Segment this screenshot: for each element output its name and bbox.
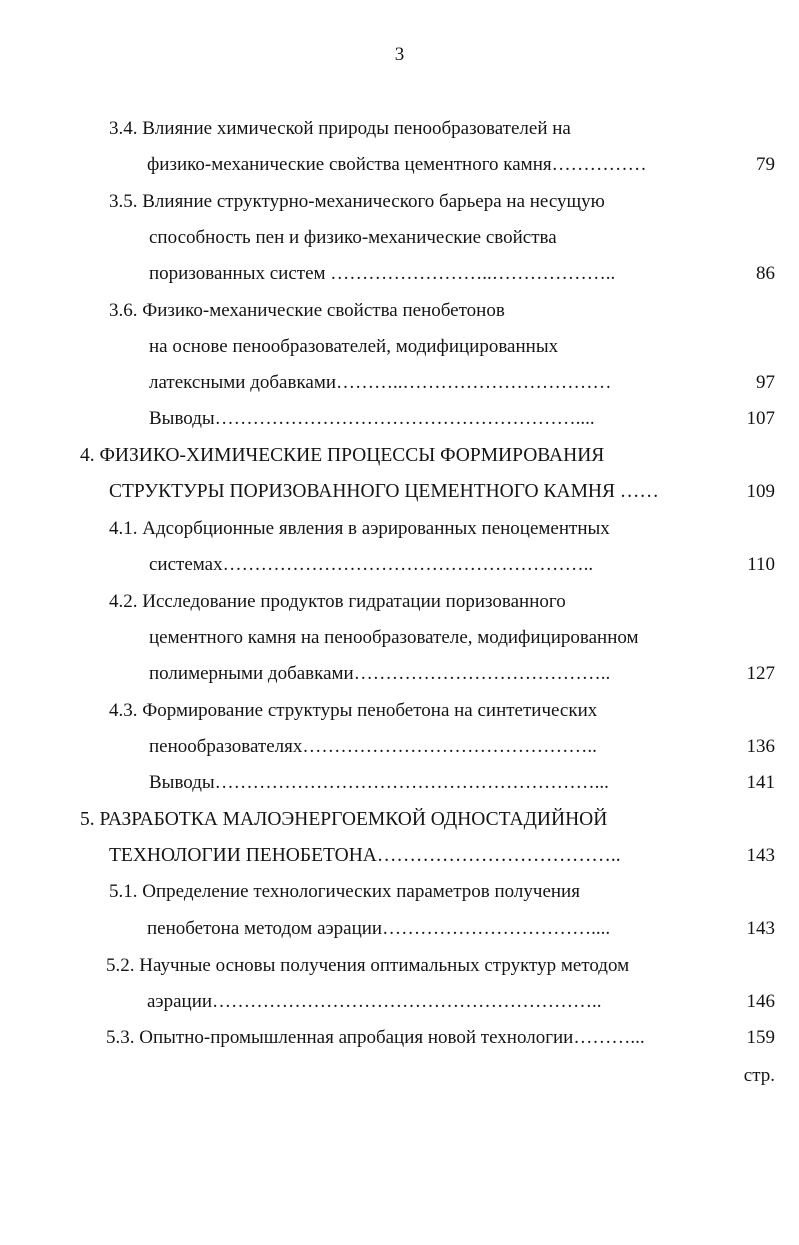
toc-line: пенообразователях……………………………………….. (149, 736, 597, 757)
toc-line: латексными добавками………..…………………………… (149, 372, 612, 393)
toc-line: полимерными добавками………………………………….. (149, 663, 611, 684)
toc-line: 3.6. Физико-механические свойства пенобетонов (109, 300, 505, 321)
toc-line: цементного камня на пенообразователе, модифицированном (149, 627, 639, 648)
toc-page-number: 143 (746, 845, 775, 866)
toc-line: Выводы………………………………………………….... (149, 408, 595, 429)
page-column-label: стр. (743, 1065, 775, 1086)
toc-line: 4.2. Исследование продуктов гидратации поризованного (109, 591, 566, 612)
toc-line: физико-механические свойства цементного камня…………… (147, 154, 647, 175)
toc-line: поризованных систем ……………………..……………….. (149, 263, 616, 284)
toc-line: пенобетона методом аэрации…………………………….... (147, 918, 611, 939)
toc-line: системах………………………………………………….. (149, 554, 594, 575)
toc-page-number: 136 (746, 736, 775, 757)
toc-line: способность пен и физико-механические свойства (149, 227, 557, 248)
toc-line: 5.2. Научные основы получения оптимальных структур методом (106, 955, 630, 976)
toc-line: ТЕХНОЛОГИИ ПЕНОБЕТОНА……………………………….. (109, 845, 621, 866)
toc-page-number: 159 (746, 1027, 775, 1048)
toc-line: 3.4. Влияние химической природы пенообразователей на (109, 118, 571, 139)
toc-page-number: 97 (756, 372, 775, 393)
toc-page-number: 79 (756, 154, 775, 175)
toc-page-number: 86 (756, 263, 775, 284)
toc-line: СТРУКТУРЫ ПОРИЗОВАННОГО ЦЕМЕНТНОГО КАМНЯ …… (109, 481, 659, 502)
toc-line: 3.5. Влияние структурно-механического барьера на несущую (109, 191, 605, 212)
toc-page-number: 146 (746, 991, 775, 1012)
toc-line: 4.1. Адсорбционные явления в аэрированных пеноцементных (109, 518, 610, 539)
toc-line: 5. РАЗРАБОТКА МАЛОЭНЕРГОЕМКОЙ ОДНОСТАДИЙНОЙ (80, 809, 608, 830)
toc-line: аэрации…………………………………………………….. (147, 991, 602, 1012)
toc-line: на основе пенообразователей, модифицированных (149, 336, 559, 357)
toc-line: 5.1. Определение технологических параметров получения (109, 881, 580, 902)
toc-page-number: 110 (747, 554, 775, 575)
page-number: 3 (394, 44, 405, 65)
toc-page-number: 127 (746, 663, 775, 684)
toc-page-number: 141 (746, 772, 775, 793)
toc-line: Выводы……………………………………………………... (149, 772, 609, 793)
toc-line: 4.3. Формирование структуры пенобетона на синтетических (109, 700, 598, 721)
toc-page-number: 109 (746, 481, 775, 502)
toc-page-number: 143 (746, 918, 775, 939)
toc-page-number: 107 (746, 408, 775, 429)
toc-line: 4. ФИЗИКО-ХИМИЧЕСКИЕ ПРОЦЕССЫ ФОРМИРОВАНИЯ (80, 445, 605, 466)
toc-line: 5.3. Опытно-промышленная апробация новой технологии………... (106, 1027, 645, 1048)
